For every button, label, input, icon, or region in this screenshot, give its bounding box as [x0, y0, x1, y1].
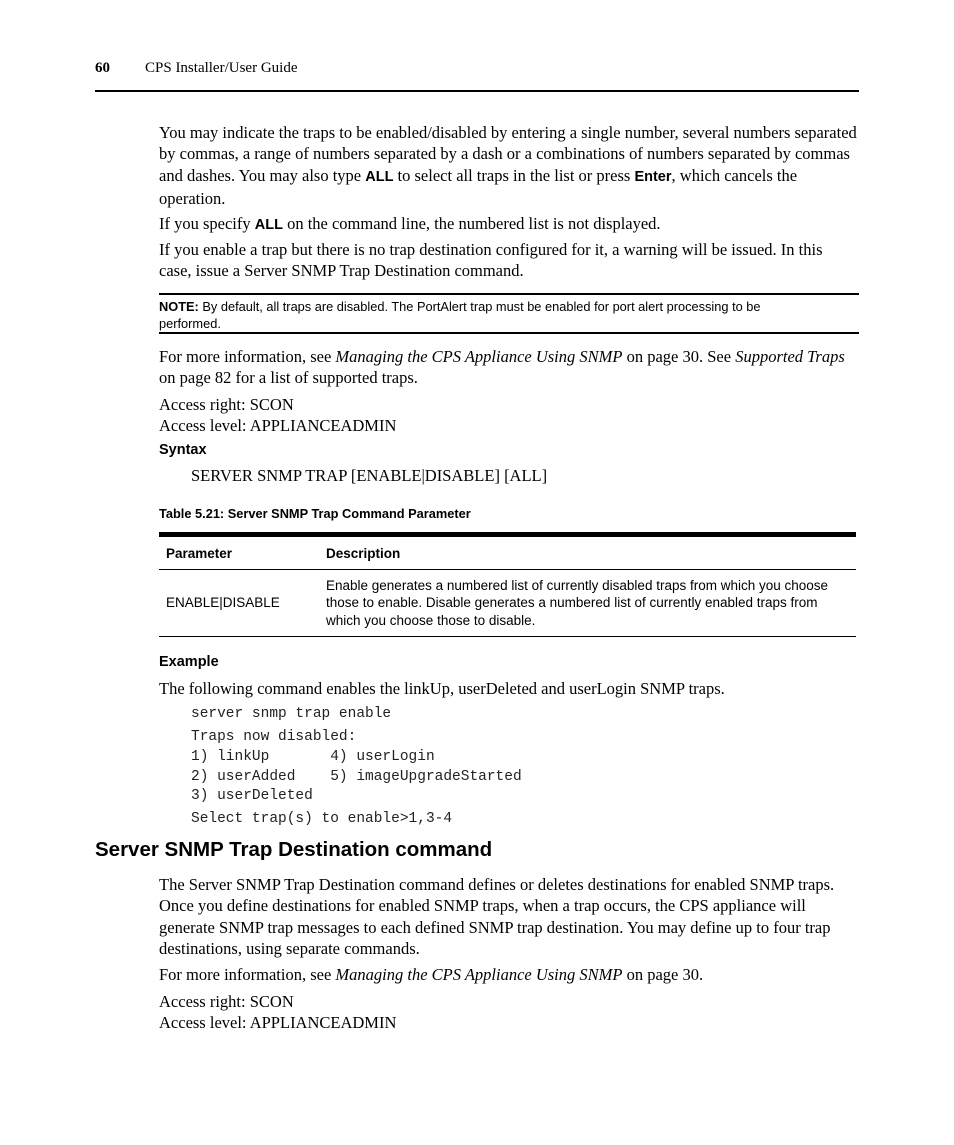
intro-paragraph-2 — [159, 213, 859, 236]
keyword-enter: Enter — [634, 168, 672, 185]
parameter-table — [159, 532, 856, 637]
text-run: , which cancels the operation. — [159, 165, 798, 209]
table-header-row — [159, 535, 856, 570]
note-text — [159, 298, 819, 332]
code-prompt: Select trap(s) to enable>1,3-4 — [191, 811, 453, 827]
note-label: NOTE: — [159, 299, 199, 314]
more-info-paragraph — [159, 346, 859, 389]
page-header — [95, 60, 859, 92]
section-paragraph: The Server SNMP Trap Destination command defines or deletes destinations for enabled SNMP traps. Once you define destinations for enabled SNMP traps, when a trap occurs, the CPS appliance will generate SNMP trap messages to each defined SNMP trap destination. You may define up to four trap destinations, using separate commands. — [159, 875, 835, 959]
syntax-heading: Syntax — [159, 442, 207, 458]
intro-paragraph-3: If you enable a trap but there is no trap destination configured for it, a warning will be issued. In this case, issue a Server SNMP Trap Destination command. — [159, 240, 823, 281]
section-more-info — [159, 964, 859, 985]
example-heading: Example — [159, 654, 219, 670]
keyword-all: ALL — [365, 168, 394, 185]
section-heading: Server SNMP Trap Destination command — [95, 838, 493, 861]
text-run: You may indicate the traps to be enabled/disabled by entering a single number, several numbers separated by commas, a range of numbers separated by a dash or a combinations of numbers separated by commas and dashes. You may also type — [159, 123, 857, 185]
text-run: to select all traps in the list or press — [393, 165, 635, 185]
text-run: on the command line, the numbered list is not displayed. — [282, 214, 661, 233]
cross-reference-snmp[interactable]: Managing the CPS Appliance Using SNMP — [335, 965, 623, 984]
text-run: For more information, see — [159, 347, 336, 366]
cross-reference-snmp[interactable]: Managing the CPS Appliance Using SNMP — [335, 347, 623, 366]
table-caption: Table 5.21: Server SNMP Trap Command Parameter — [159, 506, 471, 521]
running-title: CPS Installer/User Guide — [145, 60, 298, 76]
cell-description: Enable generates a numbered list of currently disabled traps from which you choose those to enable. Disable generates a numbered list of currently enabled traps from which you choose those to disable. — [319, 570, 856, 637]
syntax-command: SERVER SNMP TRAP [ENABLE|DISABLE] [ALL] — [191, 466, 548, 485]
note-box — [159, 293, 859, 334]
access-level: Access level: APPLIANCEADMIN — [159, 416, 397, 435]
code-command: server snmp trap enable — [191, 706, 392, 722]
section-access-level: Access level: APPLIANCEADMIN — [159, 1013, 397, 1032]
intro-paragraph-1 — [159, 122, 859, 210]
text-run: on page 30. — [622, 965, 704, 984]
text-run: on page 30. See — [622, 347, 736, 366]
text-run: For more information, see — [159, 965, 336, 984]
cross-reference-supported-traps[interactable]: Supported Traps — [735, 347, 845, 366]
keyword-all: ALL — [254, 217, 283, 233]
code-output: Traps now disabled: 1) linkUp 4) userLogin 2) userAdded 5) imageUpgradeStarted 3) userDeleted — [191, 729, 522, 805]
text-run: If you specify — [159, 214, 255, 233]
cell-parameter: ENABLE|DISABLE — [159, 570, 319, 637]
example-text: The following command enables the linkUp, userDeleted and userLogin SNMP traps. — [159, 679, 725, 698]
text-run: on page 82 for a list of supported traps. — [159, 368, 418, 388]
column-header-description: Description — [319, 535, 856, 570]
page-number: 60 — [95, 60, 110, 76]
table-row — [159, 570, 856, 637]
column-header-parameter: Parameter — [159, 535, 319, 570]
section-access-right: Access right: SCON — [159, 992, 294, 1011]
access-right: Access right: SCON — [159, 395, 294, 414]
note-body: By default, all traps are disabled. The PortAlert trap must be enabled for port alert processing to be performed. — [159, 299, 761, 331]
